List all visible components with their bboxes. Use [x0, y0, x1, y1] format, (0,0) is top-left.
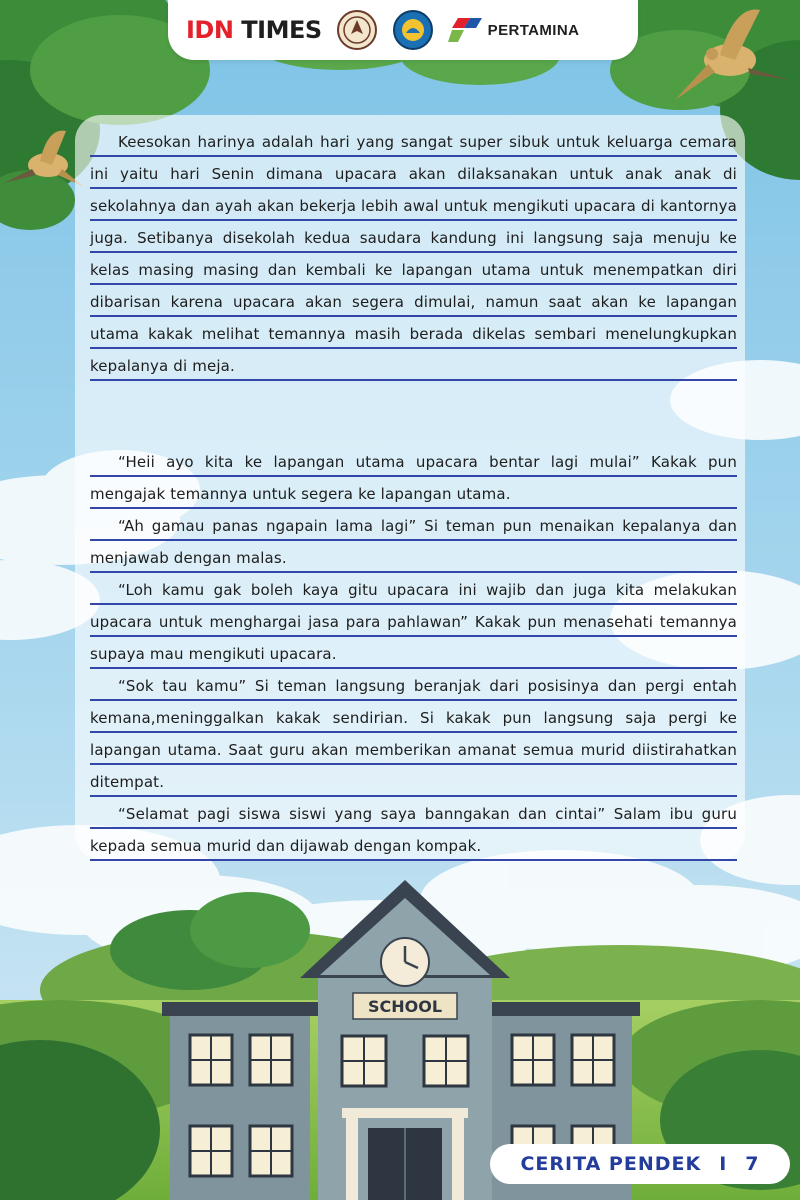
narrative-paragraph: Keesokan harinya adalah hari yang sangat super sibuk untuk keluarga cemara ini yaitu hari Senin dimana upacara akan dilaksanakan untuk anak anak di sekolahnya dan ayah akan bekerja lebih awal untuk mengikuti upacara di kantornya juga. Setibanya disekolah kedua saudara kandung ini langsung saja menuju ke kelas masing masing dan kembali ke lapangan utama untuk menempatkan diri dibarisan karena upacara akan segera dimulai, namun saat akan ke lapangan utama kakak melihat temannya masih berada dikelas sembari menelungkupkan kepalanya di meja.	[90, 126, 737, 382]
brand-black-text: TIMES	[241, 16, 322, 44]
footer-separator: I	[719, 1153, 728, 1175]
dialogue-line-4: “Sok tau kamu” Si teman langsung beranjak dari posisinya dan pergi entah kemana,meninggalkan kakak sendirian. Si kakak pun langsung saja pergi ke lapangan utama. Saat guru akan memberikan amanat semua murid diistirahatkan ditempat.	[90, 670, 737, 798]
dialogue-section	[90, 446, 737, 862]
dialogue-line-1: “Heii ayo kita ke lapangan utama upacara bentar lagi mulai” Kakak pun mengajak temannya untuk segera ke lapangan utama.	[90, 446, 737, 510]
page-number: 7	[745, 1153, 760, 1175]
page-footer	[490, 1144, 790, 1184]
pertamina-mark-icon	[448, 16, 482, 44]
dialogue-line-5: “Selamat pagi siswa siswi yang saya banngakan dan cintai” Salam ibu guru kepada semua murid dan dijawab dengan kompak.	[90, 798, 737, 862]
idn-times-logo	[186, 16, 322, 44]
institution-emblem-icon	[392, 9, 434, 51]
pertamina-text: PERTAMINA	[487, 21, 580, 39]
brand-red-text: IDN	[186, 16, 234, 44]
pertamina-logo	[448, 16, 580, 44]
header-logo-bar	[168, 0, 638, 60]
school-sign: SCHOOL	[367, 996, 443, 1016]
story-paragraph-1	[90, 126, 737, 382]
dialogue-line-2: “Ah gamau panas ngapain lama lagi” Si teman pun menaikan kepalanya dan menjawab dengan malas.	[90, 510, 737, 574]
university-seal-icon	[336, 9, 378, 51]
section-label: CERITA PENDEK	[520, 1153, 702, 1175]
dialogue-line-3: “Loh kamu gak boleh kaya gitu upacara ini wajib dan juga kita melakukan upacara untuk menghargai jasa para pahlawan” Kakak pun menasehati temannya supaya mau mengikuti upacara.	[90, 574, 737, 670]
